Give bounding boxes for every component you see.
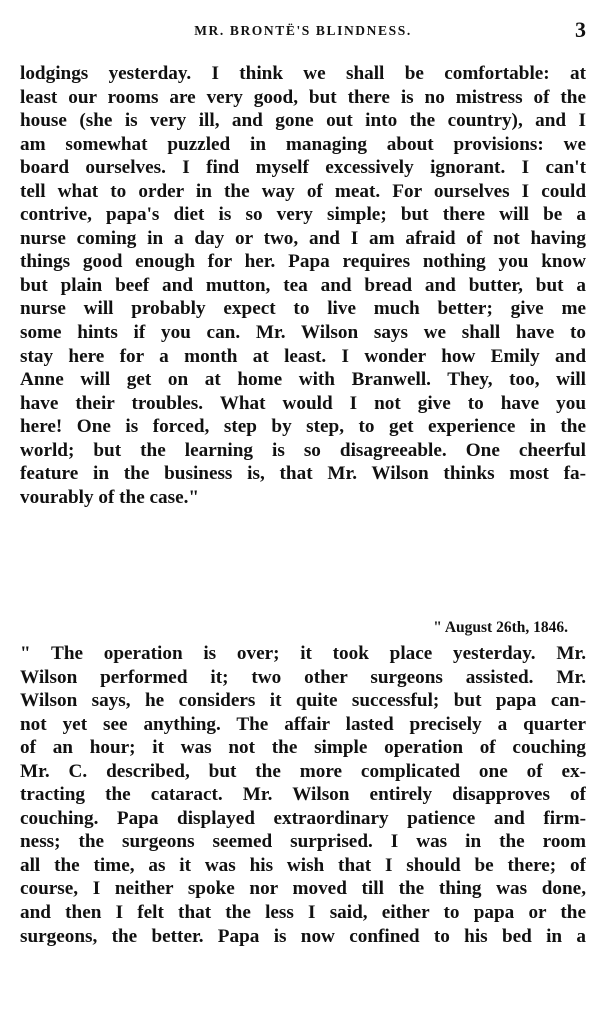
letter-dateline: " August 26th, 1846.: [433, 619, 568, 636]
text-line: not yet see anything. The affair lasted precisely a quarter: [20, 713, 586, 735]
text-line: couching. Papa displayed extraordinary patience and firm-: [20, 807, 586, 829]
text-line: board ourselves. I find myself excessively ignorant. I can't: [20, 157, 586, 179]
text-line: some hints if you can. Mr. Wilson says we shall have to: [20, 322, 586, 344]
text-line: " The operation is over; it took place yesterday. Mr.: [20, 643, 586, 664]
text-line: world; but the learning is so disagreeable. One cheerful: [20, 439, 586, 461]
text-line: tracting the cataract. Mr. Wilson entirely disapproves of: [20, 784, 586, 806]
text-line: contrive, papa's diet is so very simple; but there will be a: [20, 204, 586, 226]
text-line: here! One is forced, step by step, to get experience in the: [20, 416, 586, 438]
text-line: and then I felt that the less I said, either to papa or the: [20, 902, 586, 924]
text-line: house (she is very ill, and gone out into the country), and I: [20, 110, 586, 132]
page-number: 3: [575, 17, 586, 42]
text-line: ness; the surgeons seemed surprised. I was in the room: [20, 831, 586, 853]
text-line: things good enough for her. Papa requires nothing you know: [20, 251, 586, 273]
text-line: feature in the business is, that Mr. Wilson thinks most fa-: [20, 463, 586, 485]
text-line: vourably of the case.": [20, 486, 200, 508]
letter-paragraph-1: [20, 62, 586, 509]
text-line: course, I neither spoke nor moved till the thing was done,: [20, 878, 586, 900]
text-line: of an hour; it was not the simple operation of couching: [20, 737, 586, 759]
text-line: lodgings yesterday. I think we shall be comfortable: at: [20, 63, 586, 84]
text-line: all the time, as it was his wish that I should be there; of: [20, 854, 586, 876]
text-line: Wilson says, he considers it quite successful; but papa can-: [20, 690, 586, 712]
letter-paragraph-2: [20, 642, 586, 948]
text-line: but plain beef and mutton, tea and bread and butter, but a: [20, 274, 586, 296]
text-line: stay here for a month at least. I wonder how Emily and: [20, 345, 586, 367]
text-line: nurse will probably expect to live much better; give me: [20, 298, 586, 320]
text-line: have their troubles. What would I not give to have you: [20, 392, 586, 414]
running-title: MR. BRONTË'S BLINDNESS.: [194, 23, 412, 38]
text-line: nurse coming in a day or two, and I am afraid of not having: [20, 227, 586, 249]
text-line: Wilson performed it; two other surgeons assisted. Mr.: [20, 666, 586, 688]
text-line: tell what to order in the way of meat. For ourselves I could: [20, 180, 586, 202]
running-head: [20, 17, 586, 47]
text-line: surgeons, the better. Papa is now confined to his bed in a: [20, 925, 586, 947]
text-line: least our rooms are very good, but there is no mistress of the: [20, 86, 586, 108]
text-line: Anne will get on at home with Branwell. They, too, will: [20, 369, 586, 391]
text-line: Mr. C. described, but the more complicated one of ex-: [20, 760, 586, 782]
text-line: am somewhat puzzled in managing about provisions: we: [20, 133, 586, 155]
